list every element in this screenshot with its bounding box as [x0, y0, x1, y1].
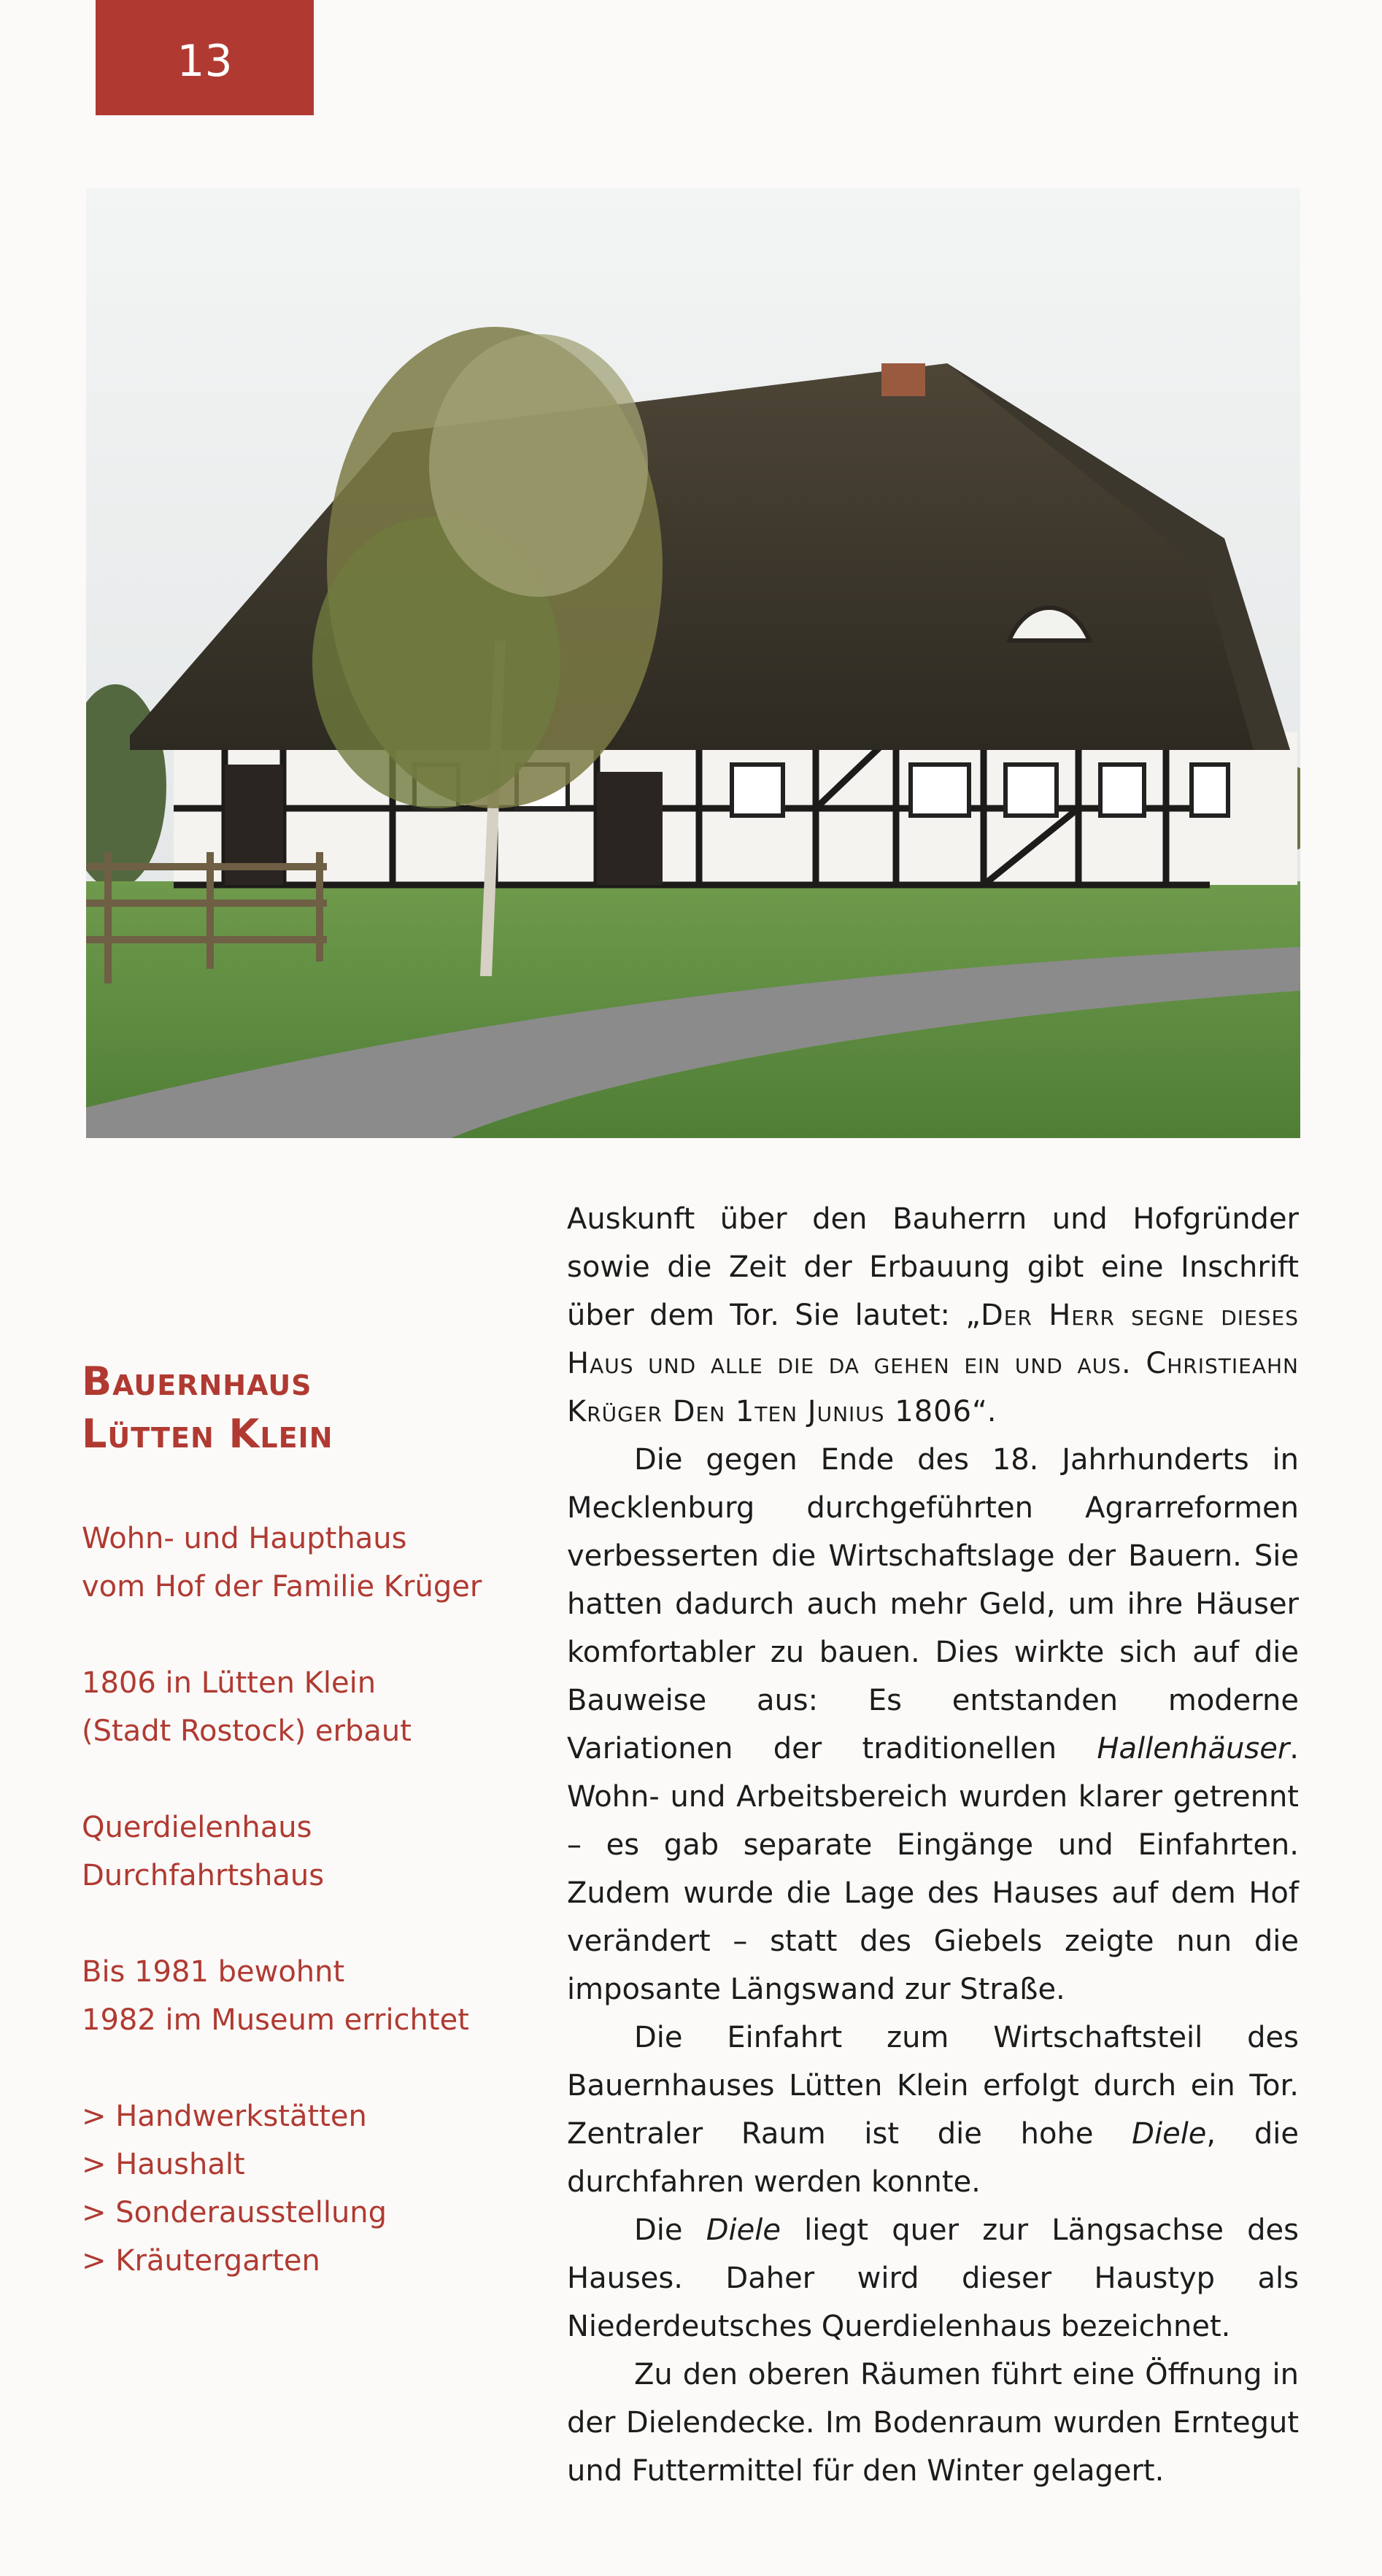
info-sidebar [82, 1355, 534, 2333]
info-block-building-type [82, 1803, 534, 1900]
paragraph-2 [567, 1436, 1299, 2014]
info-line: 1806 in Lütten Klein [82, 1666, 377, 1700]
building-title [82, 1355, 534, 1461]
info-line: Bis 1981 bewohnt [82, 1955, 345, 1989]
info-line: Wohn- und Haupthaus [82, 1522, 407, 1555]
page-number-badge [96, 0, 314, 115]
info-block-exhibits [82, 2092, 534, 2285]
text-run: Die gegen Ende des 18. Jahrhunderts in Mecklenburg durchgeführten Agrarreformen verbesserten die Wirtschaftslage der Bauern. Sie hatten dadurch auch mehr Geld, um ihre Häuser komfortabler zu bauen. Dies wirkte sich auf die Bauweise aus: Es entstanden moderne Variationen der traditionellen [567, 1443, 1299, 1765]
info-line: (Stadt Rostock) erbaut [82, 1714, 412, 1748]
exhibit-item: > Sonderausstellung [82, 2196, 387, 2229]
title-line-1: Bauernhaus [82, 1358, 312, 1404]
italic-term: Diele [1132, 2117, 1207, 2151]
exhibit-item: > Haushalt [82, 2148, 245, 2181]
page-number: 13 [177, 36, 233, 87]
body-text [567, 1195, 1299, 2495]
text-run: Die Einfahrt zum Wirtschaftsteil des Bauernhauses Lütten Klein erfolgt durch ein Tor. Zentraler Raum ist die hohe [567, 2021, 1299, 2151]
exhibit-item: > Kräutergarten [82, 2244, 320, 2278]
paragraph-3 [567, 2014, 1299, 2206]
text-run: Auskunft über den Bauherrn und Hofgründer sowie die Zeit der Erbauung gibt eine Inschrift über dem Tor. Sie lautet: „ [567, 1202, 1299, 1332]
text-run: Die [634, 2213, 706, 2247]
text-run: . Wohn- und Arbeitsbereich wurden klarer getrennt – es gab separate Eingänge und Einfahrten. Zudem wurde die Lage des Hauses auf dem Hof verändert – statt des Giebels zeigte nun die imposante Längswand zur Straße. [567, 1732, 1299, 2006]
text-run: , die durchfahren werden konnte. [567, 2117, 1299, 2199]
paragraph-1 [567, 1195, 1299, 1436]
info-line: Durchfahrtshaus [82, 1859, 325, 1892]
info-block-history [82, 1948, 534, 2044]
italic-term: Diele [706, 2213, 781, 2247]
italic-term: Hallenhäuser [1097, 1732, 1290, 1765]
paragraph-5: Zu den oberen Räumen führt eine Öffnung in der Dielendecke. Im Bodenraum wurden Erntegut und Futtermittel für den Winter gelagert. [567, 2358, 1299, 2488]
info-line: Querdielenhaus [82, 1811, 312, 1844]
text-run: “. [972, 1395, 997, 1428]
title-line-2: Lütten Klein [82, 1411, 333, 1457]
text-run: liegt quer zur Längsachse des Hauses. Daher wird dieser Haustyp als Niederdeutsches Querdielenhaus bezeichnet. [567, 2213, 1299, 2343]
farmhouse-photo [86, 188, 1300, 1138]
inscription-text: Der Herr segne dieses Haus und alle die da gehen ein und aus. Christieahn Krüger Den 1ten Junius 1806 [567, 1299, 1300, 1428]
exhibit-item: > Handwerkstätten [82, 2100, 367, 2133]
paragraph-4 [567, 2206, 1299, 2351]
info-line: vom Hof der Familie Krüger [82, 1570, 482, 1604]
info-block-built [82, 1659, 534, 1755]
info-block-house-type [82, 1515, 534, 1611]
info-line: 1982 im Museum errichtet [82, 2003, 469, 2037]
